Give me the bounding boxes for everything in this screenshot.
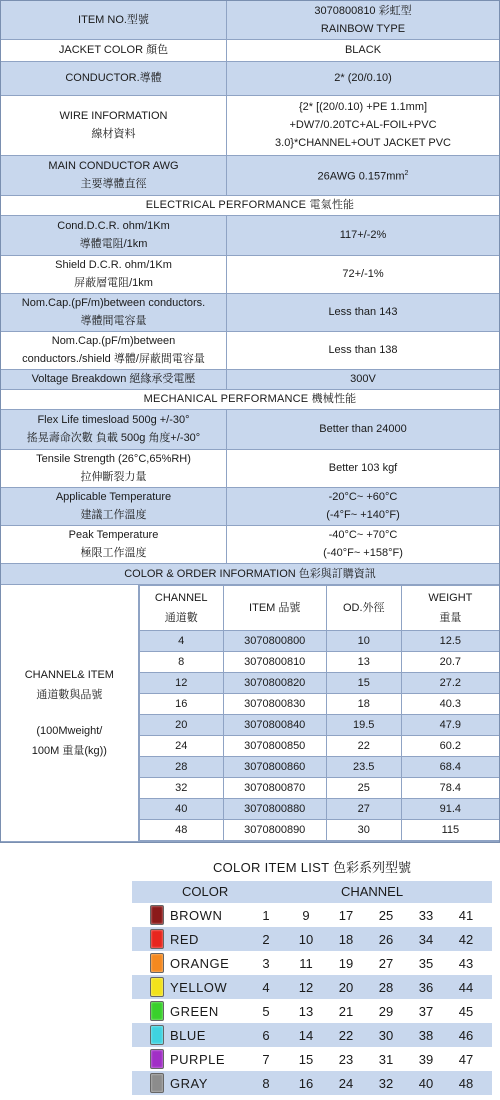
channel-number: 30 bbox=[378, 1027, 394, 1043]
channel-header-cn: 通道數 bbox=[164, 611, 198, 624]
list-item bbox=[132, 999, 492, 1023]
channel-number: 26 bbox=[378, 931, 394, 947]
electrical-section-row bbox=[1, 195, 499, 215]
electrical-label-cn: conductors./shield 導體/屏蔽間電容量 bbox=[22, 353, 205, 365]
channel-number: 27 bbox=[378, 955, 394, 971]
jacket-color-value: BLACK bbox=[227, 39, 500, 61]
channel-cell: 24 bbox=[139, 735, 223, 756]
item-header: ITEM 品號 bbox=[223, 585, 326, 630]
color-name-cell bbox=[132, 1073, 246, 1093]
color-name: RED bbox=[170, 931, 199, 947]
mechanical-value-line2: (-40°F~ +158°F) bbox=[323, 547, 403, 559]
weight-cell: 91.4 bbox=[401, 798, 499, 819]
color-name: GREEN bbox=[170, 1003, 219, 1019]
mechanical-label-cn: 極限工作溫度 bbox=[80, 547, 147, 559]
electrical-row bbox=[1, 293, 499, 331]
jacket-color-label: JACKET COLOR 顏色 bbox=[1, 39, 227, 61]
conductor-row bbox=[1, 61, 499, 95]
table-row bbox=[139, 693, 499, 714]
electrical-label bbox=[1, 293, 227, 331]
color-swatch-icon bbox=[150, 953, 164, 973]
mechanical-value bbox=[227, 409, 500, 449]
main-conductor-awg-label bbox=[1, 155, 227, 195]
channel-number: 18 bbox=[338, 931, 354, 947]
color-swatch-icon bbox=[150, 1025, 164, 1045]
channel-item-section bbox=[1, 585, 499, 842]
list-item bbox=[132, 951, 492, 975]
channel-number: 24 bbox=[338, 1075, 354, 1091]
mechanical-section-title: MECHANICAL PERFORMANCE 機械性能 bbox=[1, 389, 499, 409]
channel-column-header: CHANNEL bbox=[340, 884, 404, 899]
main-conductor-awg-label-en: MAIN CONDUCTOR AWG bbox=[48, 160, 179, 172]
channel-number: 7 bbox=[262, 1051, 270, 1067]
table-row bbox=[139, 798, 499, 819]
weight-cell: 68.4 bbox=[401, 756, 499, 777]
od-cell: 23.5 bbox=[326, 756, 401, 777]
item-cell: 3070800840 bbox=[223, 714, 326, 735]
channel-numbers bbox=[246, 908, 492, 923]
mechanical-value-line1: -20°C~ +60°C bbox=[328, 491, 398, 503]
channel-numbers bbox=[246, 980, 492, 995]
table-row bbox=[139, 756, 499, 777]
main-conductor-awg-label-cn: 主要導體直徑 bbox=[80, 178, 147, 190]
conductor-label: CONDUCTOR.導體 bbox=[1, 61, 227, 95]
list-item bbox=[132, 1071, 492, 1095]
electrical-value: Less than 143 bbox=[227, 293, 500, 331]
wire-information-value bbox=[227, 95, 500, 155]
channel-number: 22 bbox=[338, 1027, 354, 1043]
channel-number: 44 bbox=[458, 979, 474, 995]
list-item bbox=[132, 1023, 492, 1047]
item-cell: 3070800860 bbox=[223, 756, 326, 777]
color-name-cell bbox=[132, 977, 246, 997]
color-name: BROWN bbox=[170, 907, 223, 923]
voltage-breakdown-value: 300V bbox=[227, 369, 500, 389]
table-row bbox=[139, 819, 499, 840]
channel-number: 45 bbox=[458, 1003, 474, 1019]
channel-cell: 48 bbox=[139, 819, 223, 840]
wire-information-value-line3: 3.0}*CHANNEL+OUT JACKET PVC bbox=[275, 137, 451, 149]
color-name: PURPLE bbox=[170, 1051, 226, 1067]
channel-number: 28 bbox=[378, 979, 394, 995]
channel-header-en: CHANNEL bbox=[154, 591, 208, 604]
mechanical-label-en: Applicable Temperature bbox=[55, 491, 172, 503]
table-row bbox=[139, 630, 499, 651]
table-row bbox=[139, 714, 499, 735]
item-cell: 3070800890 bbox=[223, 819, 326, 840]
channel-item-caption-line3: (100Mweight/ bbox=[36, 724, 103, 737]
channel-cell: 8 bbox=[139, 651, 223, 672]
channel-header bbox=[139, 585, 223, 630]
od-cell: 22 bbox=[326, 735, 401, 756]
od-header: OD.外徑 bbox=[326, 585, 401, 630]
table-row bbox=[139, 735, 499, 756]
color-item-list-title-cn: 色彩系列型號 bbox=[333, 860, 412, 875]
channel-numbers bbox=[246, 1004, 492, 1019]
item-cell: 3070800810 bbox=[223, 651, 326, 672]
mechanical-value-line2: (-4°F~ +140°F) bbox=[326, 509, 400, 521]
main-conductor-awg-value bbox=[227, 155, 500, 195]
weight-cell: 12.5 bbox=[401, 630, 499, 651]
mechanical-value-line1: Better 103 kgf bbox=[328, 462, 398, 474]
od-cell: 13 bbox=[326, 651, 401, 672]
wire-information-value-line2: +DW7/0.20TC+AL-FOIL+PVC bbox=[289, 119, 437, 131]
channel-number: 34 bbox=[418, 931, 434, 947]
channel-number: 42 bbox=[458, 931, 474, 947]
voltage-breakdown-row bbox=[1, 369, 499, 389]
spec-table bbox=[1, 1, 499, 585]
channel-number: 38 bbox=[418, 1027, 434, 1043]
channel-number: 37 bbox=[418, 1003, 434, 1019]
channel-number: 43 bbox=[458, 955, 474, 971]
color-item-list-body bbox=[132, 903, 492, 1095]
jacket-color-row bbox=[1, 39, 499, 61]
item-cell: 3070800820 bbox=[223, 672, 326, 693]
mechanical-value-line1: -40°C~ +70°C bbox=[328, 529, 398, 541]
channel-table-header bbox=[139, 585, 499, 630]
od-cell: 18 bbox=[326, 693, 401, 714]
channel-numbers bbox=[246, 1076, 492, 1091]
mechanical-row bbox=[1, 487, 499, 525]
item-cell: 3070800870 bbox=[223, 777, 326, 798]
item-cell: 3070800800 bbox=[223, 630, 326, 651]
channel-number: 33 bbox=[418, 907, 434, 923]
weight-cell: 60.2 bbox=[401, 735, 499, 756]
channel-number: 29 bbox=[378, 1003, 394, 1019]
electrical-label-en: Shield D.C.R. ohm/1Km bbox=[55, 259, 172, 271]
mechanical-section-row bbox=[1, 389, 499, 409]
channel-number: 4 bbox=[262, 979, 270, 995]
color-swatch-icon bbox=[150, 905, 164, 925]
electrical-label-en: Nom.Cap.(pF/m)between conductors. bbox=[21, 297, 206, 309]
electrical-row bbox=[1, 255, 499, 293]
color-name-cell bbox=[132, 1001, 246, 1021]
mechanical-value bbox=[227, 449, 500, 487]
color-column-header: COLOR bbox=[182, 884, 229, 899]
channel-cell: 12 bbox=[139, 672, 223, 693]
channel-number: 47 bbox=[458, 1051, 474, 1067]
electrical-label-en: Nom.Cap.(pF/m)between bbox=[51, 335, 176, 347]
table-row bbox=[139, 651, 499, 672]
channel-number: 35 bbox=[418, 955, 434, 971]
channel-item-caption bbox=[1, 585, 139, 841]
mechanical-row bbox=[1, 525, 499, 563]
od-cell: 25 bbox=[326, 777, 401, 798]
mechanical-label-en: Peak Temperature bbox=[68, 529, 159, 541]
item-no-value-line2: RAINBOW TYPE bbox=[320, 22, 406, 35]
od-cell: 19.5 bbox=[326, 714, 401, 735]
item-cell: 3070800850 bbox=[223, 735, 326, 756]
conductor-value: 2* (20/0.10) bbox=[227, 61, 500, 95]
color-name-cell bbox=[132, 929, 246, 949]
channel-number: 13 bbox=[298, 1003, 314, 1019]
electrical-label-cn: 導體電阻/1km bbox=[79, 238, 148, 250]
wire-information-label-en: WIRE INFORMATION bbox=[59, 110, 168, 122]
electrical-row bbox=[1, 215, 499, 255]
color-name-cell bbox=[132, 953, 246, 973]
electrical-value: 117+/-2% bbox=[227, 215, 500, 255]
list-item bbox=[132, 903, 492, 927]
channel-number: 36 bbox=[418, 979, 434, 995]
electrical-row bbox=[1, 331, 499, 369]
channel-number: 1 bbox=[262, 907, 270, 923]
electrical-section-title: ELECTRICAL PERFORMANCE 電氣性能 bbox=[1, 195, 499, 215]
main-conductor-awg-value-text: 26AWG 0.157mm bbox=[317, 170, 405, 183]
channel-number: 25 bbox=[378, 907, 394, 923]
channel-numbers bbox=[246, 956, 492, 971]
electrical-label bbox=[1, 215, 227, 255]
mechanical-value-line1: Better than 24000 bbox=[319, 423, 407, 435]
electrical-value: Less than 138 bbox=[227, 331, 500, 369]
channel-item-caption-line4: 100M 重量(kg)) bbox=[31, 744, 107, 757]
channel-number: 20 bbox=[338, 979, 354, 995]
channel-number: 15 bbox=[298, 1051, 314, 1067]
color-item-list-title bbox=[132, 855, 492, 881]
channel-number: 8 bbox=[262, 1075, 270, 1091]
electrical-label bbox=[1, 331, 227, 369]
mechanical-label bbox=[1, 525, 227, 563]
color-name-cell bbox=[132, 1025, 246, 1045]
weight-cell: 115 bbox=[401, 819, 499, 840]
table-row bbox=[139, 777, 499, 798]
channel-number: 11 bbox=[299, 955, 313, 971]
channel-number: 12 bbox=[298, 979, 314, 995]
main-conductor-awg-row bbox=[1, 155, 499, 195]
mechanical-label-cn: 搖晃壽命次數 負載 500g 角度+/-30° bbox=[26, 432, 201, 444]
item-cell: 3070800830 bbox=[223, 693, 326, 714]
weight-header-cn: 重量 bbox=[439, 611, 462, 624]
color-name-cell bbox=[132, 905, 246, 925]
channel-cell: 16 bbox=[139, 693, 223, 714]
mechanical-label bbox=[1, 449, 227, 487]
color-swatch-icon bbox=[150, 1001, 164, 1021]
color-name: GRAY bbox=[170, 1075, 208, 1091]
channel-number: 39 bbox=[418, 1051, 434, 1067]
voltage-breakdown-label: Voltage Breakdown 絕緣承受電壓 bbox=[1, 369, 227, 389]
wire-information-label bbox=[1, 95, 227, 155]
channel-number: 9 bbox=[302, 907, 310, 923]
main-conductor-awg-value-sup: 2 bbox=[404, 169, 409, 177]
wire-information-value-line1: {2* [(20/0.10) +PE 1.1mm] bbox=[298, 101, 428, 113]
od-cell: 30 bbox=[326, 819, 401, 840]
channel-number: 21 bbox=[338, 1003, 354, 1019]
list-item bbox=[132, 927, 492, 951]
item-no-label: ITEM NO.型號 bbox=[1, 1, 227, 39]
wire-information-row bbox=[1, 95, 499, 155]
channel-number: 31 bbox=[378, 1051, 394, 1067]
list-item bbox=[132, 1047, 492, 1071]
item-no-value bbox=[227, 1, 500, 39]
mechanical-value bbox=[227, 525, 500, 563]
weight-cell: 78.4 bbox=[401, 777, 499, 798]
channel-cell: 32 bbox=[139, 777, 223, 798]
mechanical-value bbox=[227, 487, 500, 525]
color-name: BLUE bbox=[170, 1027, 206, 1043]
channel-item-table bbox=[139, 585, 499, 841]
table-row bbox=[139, 672, 499, 693]
channel-numbers bbox=[246, 932, 492, 947]
electrical-label-cn: 屏蔽層電阻/1km bbox=[74, 277, 153, 289]
mechanical-label-en: Flex Life timesload 500g +/-30° bbox=[37, 414, 190, 426]
channel-number: 40 bbox=[418, 1075, 434, 1091]
channel-number: 32 bbox=[378, 1075, 394, 1091]
channel-cell: 4 bbox=[139, 630, 223, 651]
color-order-section-row bbox=[1, 563, 499, 584]
weight-cell: 20.7 bbox=[401, 651, 499, 672]
color-item-list bbox=[132, 855, 492, 1095]
weight-header bbox=[401, 585, 499, 630]
channel-number: 6 bbox=[262, 1027, 270, 1043]
channel-number: 23 bbox=[338, 1051, 354, 1067]
electrical-value: 72+/-1% bbox=[227, 255, 500, 293]
mechanical-label bbox=[1, 487, 227, 525]
weight-cell: 40.3 bbox=[401, 693, 499, 714]
channel-number: 3 bbox=[262, 955, 270, 971]
list-item bbox=[132, 975, 492, 999]
od-cell: 27 bbox=[326, 798, 401, 819]
color-swatch-icon bbox=[150, 929, 164, 949]
item-no-value-line1: 3070800810 彩虹型 bbox=[314, 4, 412, 17]
mechanical-label-en: Tensile Strength (26°C,65%RH) bbox=[36, 453, 191, 465]
channel-number: 5 bbox=[262, 1003, 270, 1019]
color-swatch-icon bbox=[150, 1049, 164, 1069]
electrical-label bbox=[1, 255, 227, 293]
color-item-list-header bbox=[132, 881, 492, 903]
channel-cell: 40 bbox=[139, 798, 223, 819]
channel-number: 48 bbox=[458, 1075, 474, 1091]
channel-item-caption-line1: CHANNEL& ITEM bbox=[24, 668, 114, 681]
color-item-list-title-en: COLOR ITEM LIST bbox=[212, 860, 330, 875]
color-swatch-icon bbox=[150, 1073, 164, 1093]
channel-numbers bbox=[246, 1028, 492, 1043]
mechanical-label bbox=[1, 409, 227, 449]
channel-number: 14 bbox=[298, 1027, 314, 1043]
channel-item-caption-line2: 通道數與品號 bbox=[36, 688, 103, 701]
item-no-row bbox=[1, 1, 499, 39]
channel-cell: 20 bbox=[139, 714, 223, 735]
mechanical-row bbox=[1, 449, 499, 487]
weight-cell: 47.9 bbox=[401, 714, 499, 735]
channel-number: 19 bbox=[338, 955, 354, 971]
color-name: YELLOW bbox=[170, 979, 228, 995]
electrical-label-en: Cond.D.C.R. ohm/1Km bbox=[57, 220, 170, 232]
channel-number: 41 bbox=[458, 907, 474, 923]
channel-number: 46 bbox=[458, 1027, 474, 1043]
mechanical-label-cn: 建議工作溫度 bbox=[80, 509, 147, 521]
mechanical-label-cn: 拉伸斷裂力量 bbox=[80, 471, 147, 483]
item-cell: 3070800880 bbox=[223, 798, 326, 819]
channel-table-body bbox=[139, 630, 499, 840]
channel-number: 2 bbox=[262, 931, 270, 947]
color-order-section-title: COLOR & ORDER INFORMATION 色彩與訂購資訊 bbox=[1, 563, 499, 584]
channel-cell: 28 bbox=[139, 756, 223, 777]
channel-numbers bbox=[246, 1052, 492, 1067]
color-name-cell bbox=[132, 1049, 246, 1069]
channel-number: 16 bbox=[298, 1075, 314, 1091]
wire-information-label-cn: 線材資料 bbox=[91, 128, 136, 140]
weight-cell: 27.2 bbox=[401, 672, 499, 693]
channel-number: 17 bbox=[338, 907, 354, 923]
weight-header-en: WEIGHT bbox=[428, 591, 473, 604]
od-cell: 15 bbox=[326, 672, 401, 693]
od-cell: 10 bbox=[326, 630, 401, 651]
color-swatch-icon bbox=[150, 977, 164, 997]
color-name: ORANGE bbox=[170, 955, 230, 971]
mechanical-row bbox=[1, 409, 499, 449]
channel-number: 10 bbox=[298, 931, 314, 947]
electrical-label-cn: 導體間電容量 bbox=[80, 315, 147, 327]
